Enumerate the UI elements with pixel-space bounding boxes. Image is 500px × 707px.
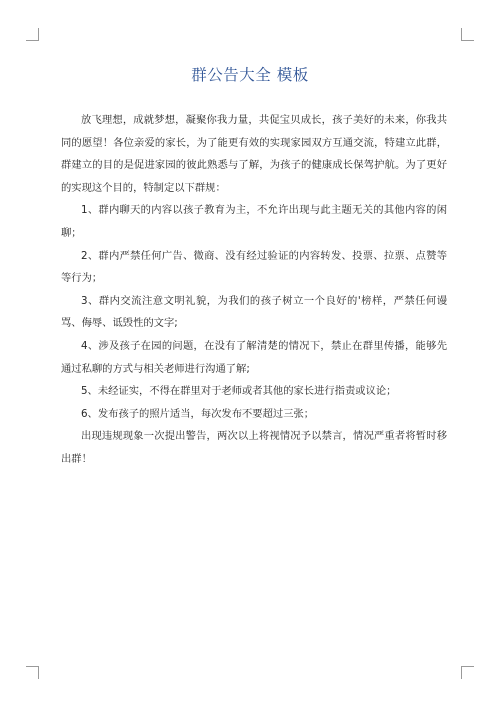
rule-5-paragraph: 5、未经证实，不得在群里对于老师或者其他的家长进行指责或议论；: [81, 385, 397, 398]
document-body: [61, 109, 447, 471]
crop-mark-bottom-left: [26, 666, 39, 679]
rule-3-paragraph: 3、群内交流注意文明礼貌，为我们的孩子树立一个良好的'榜样，严禁任何谩骂、侮辱、诋毁性的文字;: [61, 294, 447, 330]
crop-mark-bottom-right: [461, 666, 474, 679]
rule-1-paragraph: 1、群内聊天的内容以孩子教育为主，不允许出现与此主题无关的其他内容的闲聊；: [61, 204, 447, 239]
rule-6-paragraph: 6、发布孩子的照片适当，每次发布不要超过三张；: [81, 407, 315, 420]
document-title: 群公告大全 模板: [191, 66, 309, 84]
intro-paragraph: 放飞理想，成就梦想，凝聚你我力量，共促宝贝成长，孩子美好的未来，你我共同的愿望！各位亲爱的家长，为了能更有效的实现家园双方互通交流，特建立此群，群建立的目的是促进家园的彼此熟悉与了解，为孩子的健康成长保驾护航。为了更好的实现这个目的，特制定以下群规：: [61, 114, 447, 194]
rule-4-paragraph: 4、涉及孩子在园的问题，在没有了解清楚的情况下，禁止在群里传播，能够先通过私聊的方式与相关老师进行沟通了解;: [61, 339, 447, 375]
closing-paragraph: 出现违规现象一次提出警告，两次以上将视情况予以禁言，情况严重者将暂时移出群！: [61, 430, 447, 465]
crop-mark-top-right: [461, 28, 474, 41]
rule-2-paragraph: 2、群内严禁任何广告、微商、没有经过验证的内容转发、投票、拉票、点赞等等行为；: [61, 249, 447, 285]
crop-mark-top-left: [26, 28, 39, 41]
